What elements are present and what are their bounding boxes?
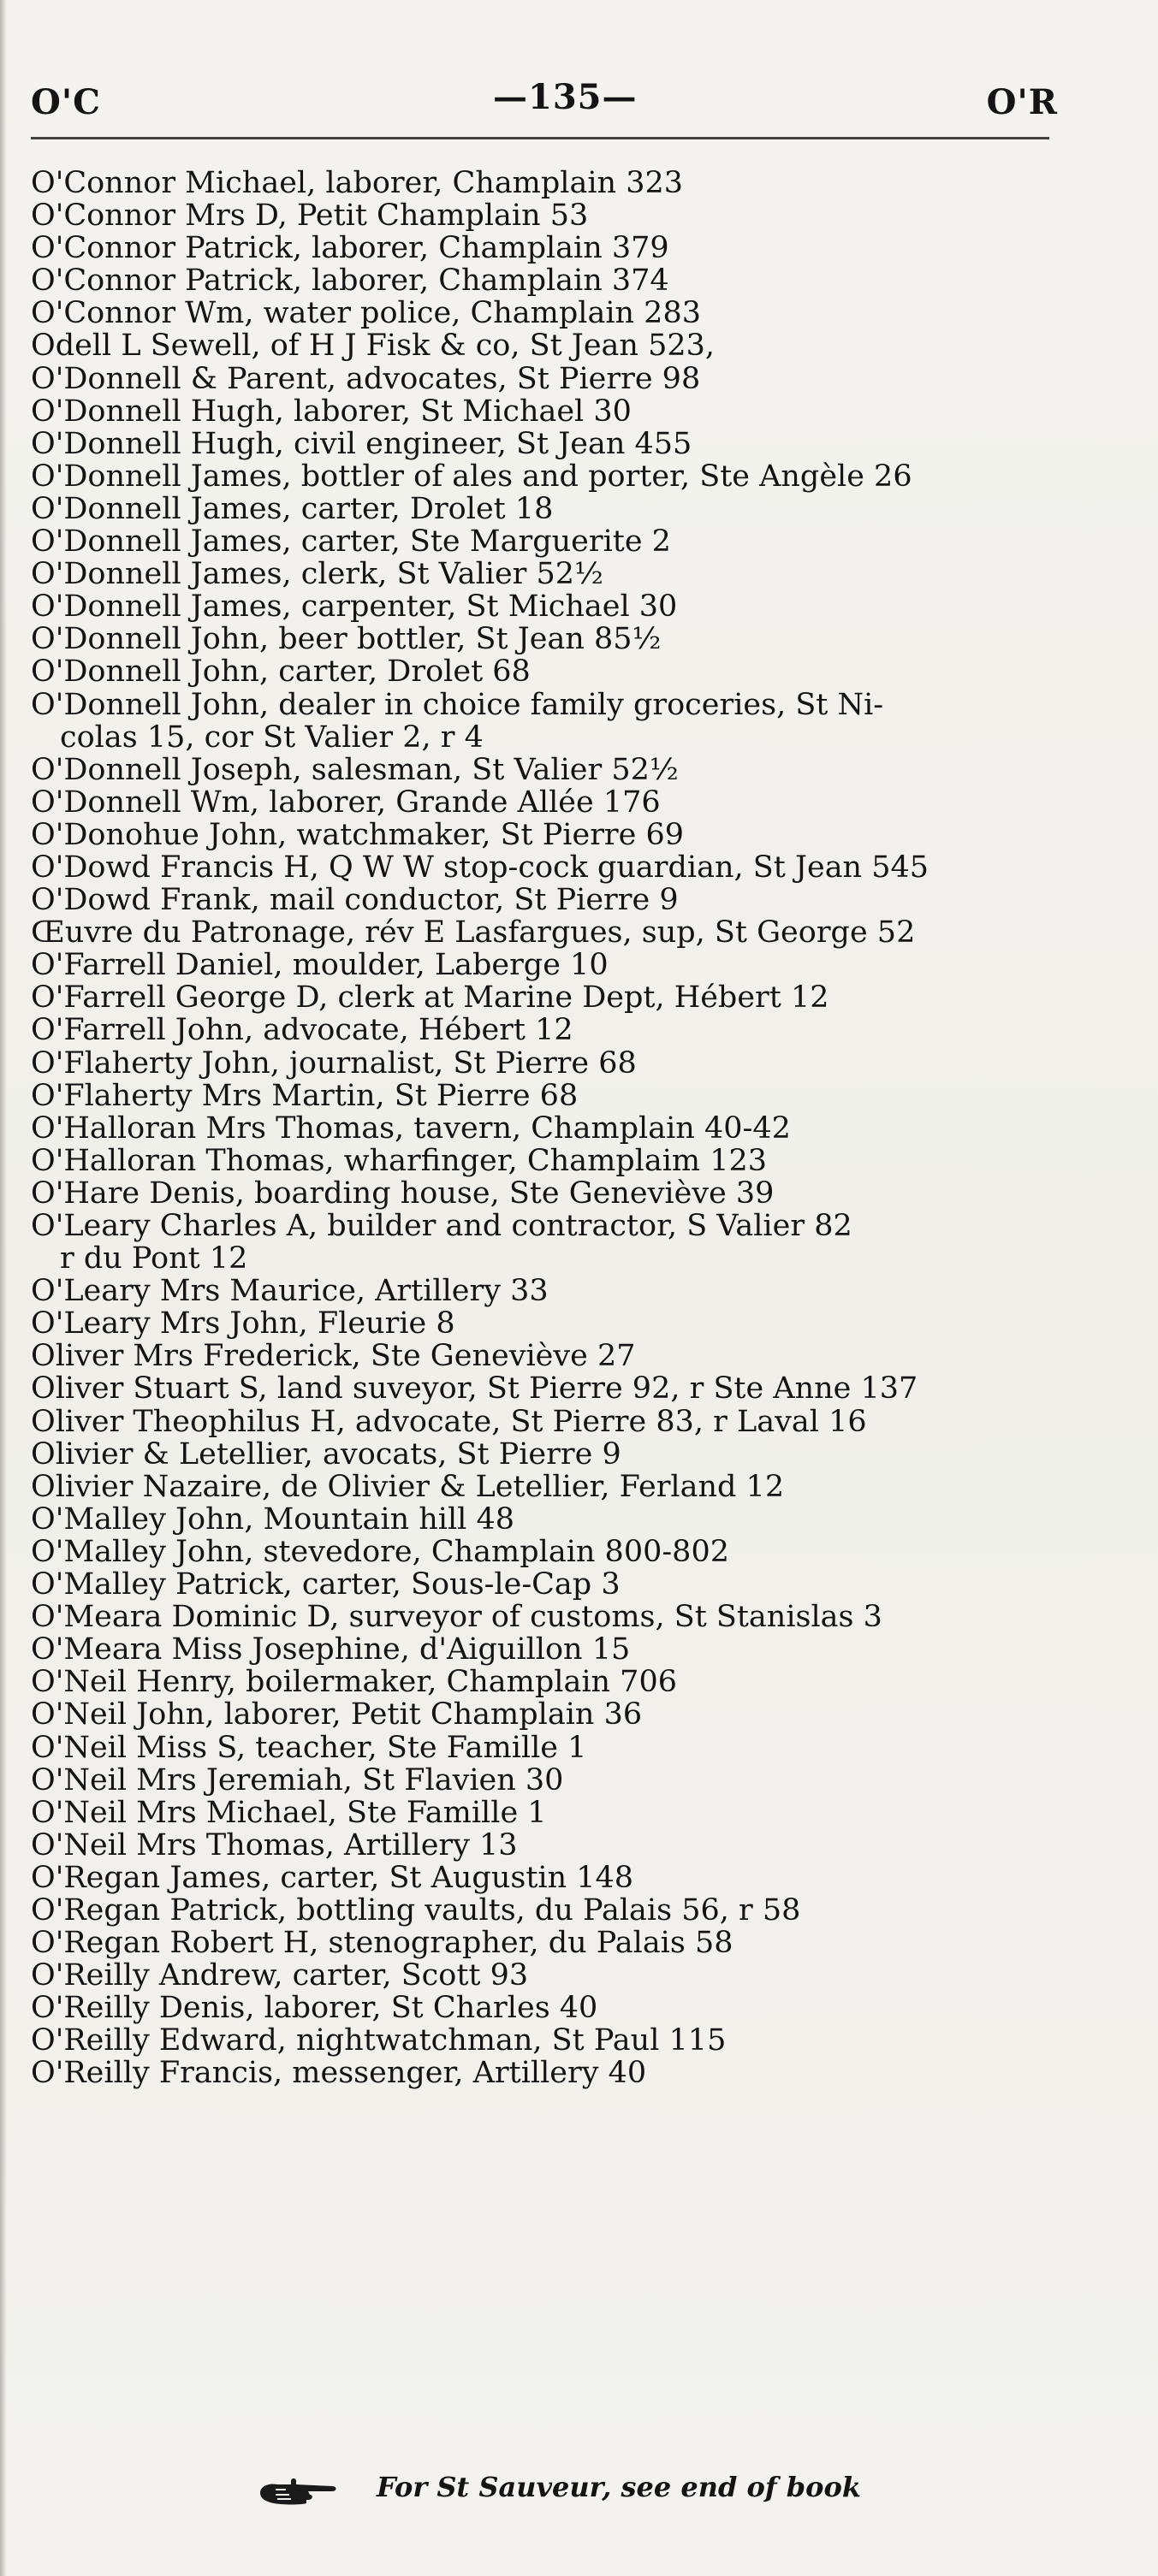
directory-entry: O'Dowd Frank, mail conductor, St Pierre 9: [31, 883, 679, 918]
header-rule: [31, 137, 1049, 139]
directory-entry: O'Donnell John, dealer in choice family groceries, St Ni-: [31, 687, 884, 722]
directory-entry: O'Neil Mrs Michael, Ste Famille 1: [31, 1795, 547, 1830]
directory-entry: Olivier & Letellier, avocats, St Pierre 9: [31, 1436, 621, 1472]
directory-entry: O'Hare Denis, boarding house, Ste Geneviève 39: [31, 1175, 775, 1211]
directory-entry: O'Neil Henry, boilermaker, Champlain 706: [31, 1665, 677, 1700]
directory-entry: O'Reilly Francis, messenger, Artillery 40: [31, 2056, 647, 2091]
directory-entry: O'Malley John, Mountain hill 48: [31, 1501, 515, 1537]
footer-note: For St Sauveur, see end of book: [377, 2471, 861, 2503]
directory-entry: O'Connor Mrs D, Petit Champlain 53: [31, 198, 589, 234]
directory-entry-continuation: r du Pont 12: [60, 1241, 248, 1276]
directory-entry: O'Leary Mrs John, Fleurie 8: [31, 1306, 455, 1341]
directory-entry: O'Donnell James, carter, Drolet 18: [31, 491, 554, 526]
directory-entry: O'Donnell John, carter, Drolet 68: [31, 654, 531, 690]
page-number: —135—: [493, 77, 638, 117]
directory-entry: O'Donnell Hugh, civil engineer, St Jean 455: [31, 426, 692, 461]
directory-entry: O'Donnell Hugh, laborer, St Michael 30: [31, 394, 632, 429]
directory-entry: O'Flaherty John, journalist, St Pierre 68: [31, 1045, 637, 1081]
directory-entry: O'Connor Patrick, laborer, Champlain 379: [31, 231, 669, 266]
directory-entry: Olivier Nazaire, de Olivier & Letellier, Ferland 12: [31, 1469, 785, 1504]
page-footer: [257, 2467, 941, 2515]
directory-entry: O'Dowd Francis H, Q W W stop-cock guardian, St Jean 545: [31, 850, 929, 885]
directory-entry: O'Reilly Andrew, carter, Scott 93: [31, 1958, 529, 1993]
header-left-index: O'C: [31, 82, 101, 122]
header-right-index: O'R: [986, 82, 1058, 122]
directory-entry: Odell L Sewell, of H J Fisk & co, St Jean 523,: [31, 329, 716, 364]
directory-entry: O'Donnell James, bottler of ales and porter, Ste Angèle 26: [31, 459, 912, 494]
directory-entry: O'Halloran Thomas, wharfinger, Champlaim 123: [31, 1143, 768, 1178]
directory-entry: O'Neil Miss S, teacher, Ste Famille 1: [31, 1730, 587, 1765]
directory-entry: O'Meara Miss Josephine, d'Aiguillon 15: [31, 1632, 631, 1667]
directory-entry: Oliver Theophilus H, advocate, St Pierre 83, r Laval 16: [31, 1404, 867, 1439]
directory-entry: O'Flaherty Mrs Martin, St Pierre 68: [31, 1078, 579, 1113]
directory-entry: O'Donnell James, clerk, St Valier 52½: [31, 557, 603, 592]
pointing-hand-icon: [257, 2474, 339, 2508]
directory-entry: O'Donnell Joseph, salesman, St Valier 52½: [31, 752, 679, 787]
directory-entry: O'Connor Wm, water police, Champlain 283: [31, 296, 701, 331]
directory-entry: O'Halloran Mrs Thomas, tavern, Champlain 40-42: [31, 1110, 791, 1146]
directory-entry: O'Farrell George D, clerk at Marine Dept, Hébert 12: [31, 980, 829, 1016]
directory-entry: O'Donohue John, watchmaker, St Pierre 69: [31, 817, 685, 852]
directory-entry: O'Malley Patrick, carter, Sous-le-Cap 3: [31, 1567, 621, 1602]
directory-entry: O'Donnell Wm, laborer, Grande Allée 176: [31, 785, 661, 820]
directory-entry: O'Reilly Denis, laborer, St Charles 40: [31, 1991, 598, 2026]
directory-entry-continuation: colas 15, cor St Valier 2, r 4: [60, 720, 484, 755]
directory-entries: [31, 167, 1058, 2090]
directory-entry: O'Connor Patrick, laborer, Champlain 374: [31, 264, 669, 299]
directory-entry: Oliver Stuart S, land suveyor, St Pierre 92, r Ste Anne 137: [31, 1371, 918, 1406]
directory-entry: O'Regan James, carter, St Augustin 148: [31, 1860, 634, 1895]
directory-entry: O'Donnell James, carter, Ste Marguerite 2: [31, 524, 671, 560]
directory-entry: O'Leary Mrs Maurice, Artillery 33: [31, 1274, 549, 1309]
directory-entry: O'Regan Patrick, bottling vaults, du Palais 56, r 58: [31, 1892, 801, 1928]
directory-entry: O'Meara Dominic D, surveyor of customs, St Stanislas 3: [31, 1600, 882, 1635]
directory-entry: O'Donnell & Parent, advocates, St Pierre 98: [31, 361, 701, 396]
directory-entry: O'Neil Mrs Thomas, Artillery 13: [31, 1827, 518, 1862]
directory-entry: O'Malley John, stevedore, Champlain 800-802: [31, 1534, 729, 1569]
directory-entry: O'Connor Michael, laborer, Champlain 323: [31, 166, 684, 200]
page-header: [31, 77, 1058, 133]
directory-entry: Oliver Mrs Frederick, Ste Geneviève 27: [31, 1339, 636, 1374]
directory-entry: O'Farrell Daniel, moulder, Laberge 10: [31, 948, 609, 983]
directory-entry: O'Donnell James, carpenter, St Michael 30: [31, 589, 678, 625]
directory-entry: O'Farrell John, advocate, Hébert 12: [31, 1013, 573, 1048]
directory-entry: O'Neil John, laborer, Petit Champlain 36: [31, 1697, 643, 1732]
scan-edge: [0, 0, 7, 2576]
directory-entry: O'Neil Mrs Jeremiah, St Flavien 30: [31, 1762, 564, 1797]
directory-entry: O'Donnell John, beer bottler, St Jean 85½: [31, 622, 662, 657]
directory-entry: Œuvre du Patronage, rév E Lasfargues, sup, St George 52: [31, 915, 916, 950]
directory-entry: O'Leary Charles A, builder and contractor, S Valier 82: [31, 1209, 852, 1243]
directory-entry: O'Reilly Edward, nightwatchman, St Paul 115: [31, 2023, 727, 2058]
directory-entry: O'Regan Robert H, stenographer, du Palais 58: [31, 1926, 733, 1961]
